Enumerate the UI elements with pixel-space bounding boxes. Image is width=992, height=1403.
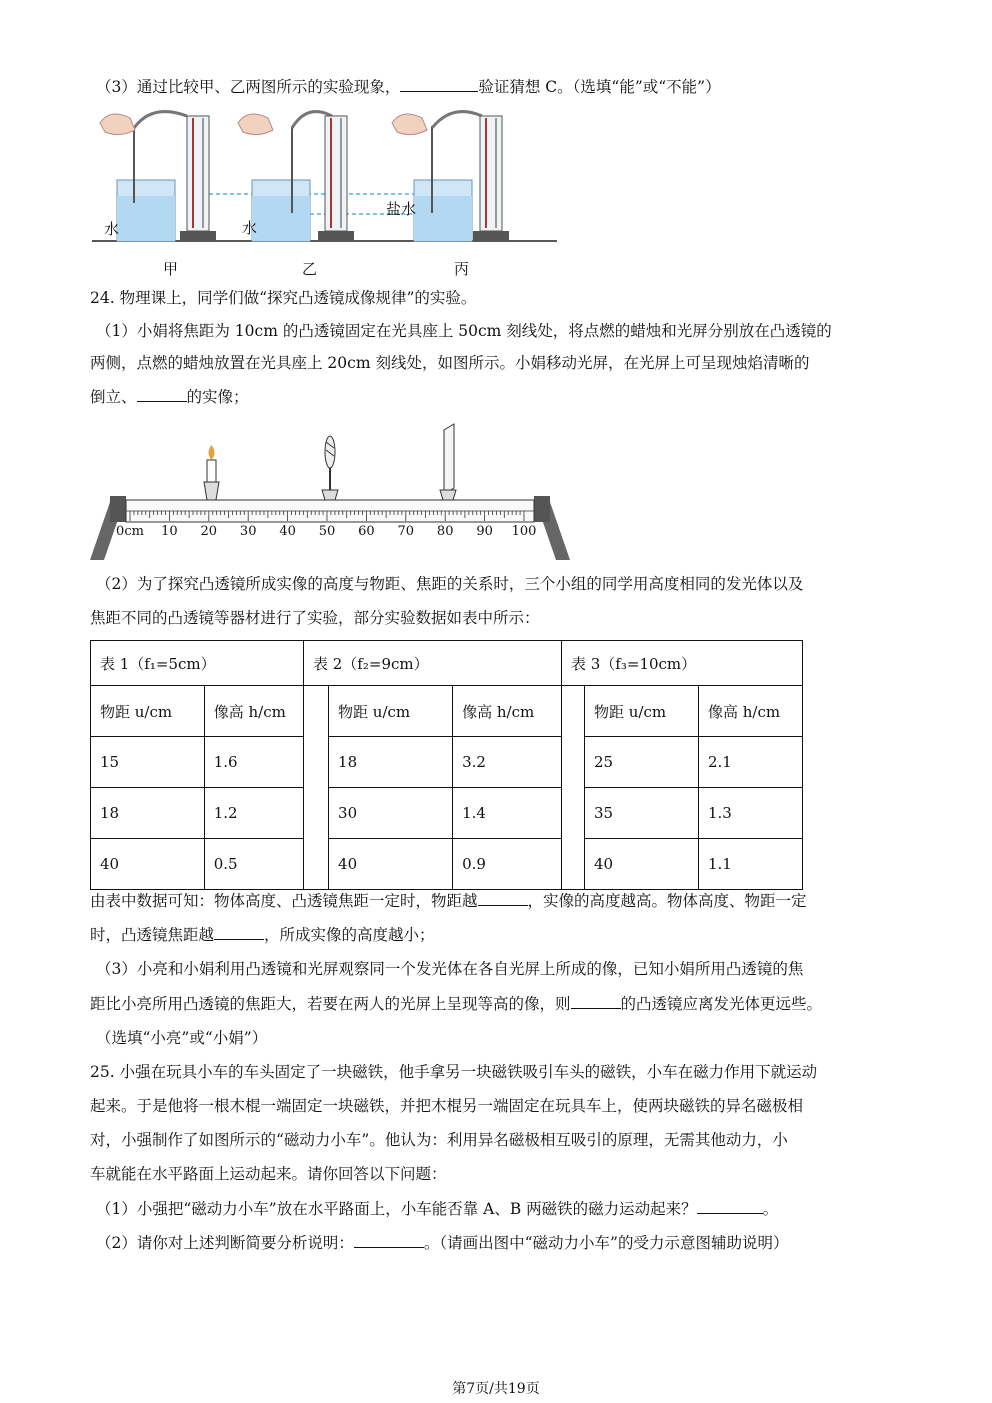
q25-line2: 起来。于是他将一根木棍一端固定一块磁铁，并把木棍另一端固定在玩具车上，使两块磁铁的异名磁极相 [90, 1097, 804, 1115]
caption-yi: 乙 [302, 260, 318, 278]
page-footer: 第7页/共19页 [452, 1381, 540, 1397]
label-water-1: 水 [104, 220, 120, 238]
q24-p2-line1: （2）为了探究凸透镜所成实像的高度与物距、焦距的关系时，三个小组的同学用高度相同的发光体以及 [96, 575, 804, 593]
bench-tick-label: 40 [279, 524, 296, 539]
bench-tick-label: 90 [476, 524, 493, 539]
bench-tick-label: 30 [239, 524, 257, 539]
table-row: 40 0.5 40 0.9 40 1.1 [91, 839, 803, 890]
answer-blank[interactable] [478, 891, 528, 906]
setup-bing [392, 112, 509, 241]
q24-p1-line1: （1）小娟将焦距为 10cm 的凸透镜固定在光具座上 50cm 刻线处，将点燃的蜡烛和光屏分别放在凸透镜的 [96, 322, 832, 340]
answer-blank[interactable] [137, 387, 187, 402]
q24-title: 24. 物理课上，同学们做“探究凸透镜成像规律”的实验。 [90, 289, 477, 307]
bench-tick-label: 0cm [116, 524, 144, 539]
table1-header: 表 1（f₁=5cm） [91, 641, 304, 686]
q25-line1: 25. 小强在玩具小车的车头固定了一块磁铁，他手拿另一块磁铁吸引车头的磁铁，小车在磁力作用下就运动 [90, 1063, 818, 1081]
q24-conclusion-line1: 由表中数据可知：物体高度、凸透镜焦距一定时，物距越 ，实像的高度越高。物体高度、物距一定 [90, 892, 807, 910]
bench-tick-label: 20 [200, 524, 218, 539]
pressure-experiment-figure [92, 108, 562, 278]
candle [204, 445, 219, 500]
optical-bench-figure [90, 420, 570, 562]
table-header-row [91, 641, 803, 686]
q24-p1-line2: 两侧，点燃的蜡烛放置在光具座上 20cm 刻线处，如图所示。小娟移动光屏，在光屏上可呈现烛焰清晰的 [90, 354, 810, 372]
caption-jia: 甲 [163, 260, 179, 278]
table-row: 15 1.6 18 3.2 25 2.1 [91, 737, 803, 788]
answer-blank[interactable] [354, 1233, 424, 1248]
q23-part3: （3）通过比较甲、乙两图所示的实验现象， 验证猜想 C。（选填“能”或“不能”） [96, 78, 721, 96]
q24-conclusion-line2: 时，凸透镜焦距越 ，所成实像的高度越小； [90, 926, 435, 944]
bench-tick-label: 100 [511, 524, 537, 539]
lens-data-table [90, 640, 803, 890]
label-water-2: 水 [242, 219, 258, 237]
light-screen [440, 424, 456, 500]
q24-p3-line2: 距比小亮所用凸透镜的焦距大，若要在两人的光屏上呈现等高的像，则 的凸透镜应离发光体更远些。 [90, 995, 823, 1013]
convex-lens [322, 436, 338, 500]
table-row: 18 1.2 30 1.4 35 1.3 [91, 788, 803, 839]
q24-p1-line3: 倒立、 的实像； [90, 388, 249, 406]
q25-line3: 对，小强制作了如图所示的“磁动力小车”。他认为：利用异名磁极相互吸引的原理，无需其他动力，小 [90, 1131, 788, 1149]
answer-blank[interactable] [571, 994, 621, 1009]
bench-tick-label: 70 [397, 524, 415, 539]
table2-header: 表 2（f₂=9cm） [304, 641, 562, 686]
label-salt-water: 盐水 [386, 200, 417, 218]
q25-line4: 车就能在水平路面上运动起来。请你回答以下问题： [90, 1165, 447, 1183]
bench-tick-label: 10 [161, 524, 178, 539]
answer-blank[interactable] [697, 1199, 763, 1214]
q24-p2-line2: 焦距不同的凸透镜等器材进行了实验，部分实验数据如表中所示： [90, 609, 540, 627]
bench-tick-label: 80 [436, 524, 454, 539]
answer-blank[interactable] [400, 77, 478, 92]
q25-part1: （1）小强把“磁动力小车”放在水平路面上，小车能否靠 A、B 两磁铁的磁力运动起来？ 。 [96, 1200, 779, 1218]
bench-tick-label: 50 [318, 524, 336, 539]
q25-part2: （2）请你对上述判断简要分析说明： 。（请画出图中“磁动力小车”的受力示意图辅助说明） [96, 1234, 789, 1252]
table3-header: 表 3（f₃=10cm） [562, 641, 803, 686]
table-row: 物距 u/cm 像高 h/cm 物距 u/cm 像高 h/cm 物距 u/cm 像高 h/cm [91, 686, 803, 737]
bench-tick-label: 60 [358, 524, 375, 539]
q24-p3-line3: （选填“小亮”或“小娟”） [96, 1029, 268, 1047]
caption-bing: 丙 [454, 260, 470, 278]
q24-p3-line1: （3）小亮和小娟利用凸透镜和光屏观察同一个发光体在各自光屏上所成的像，已知小娟所用凸透镜的焦 [96, 960, 804, 978]
answer-blank[interactable] [214, 925, 264, 940]
